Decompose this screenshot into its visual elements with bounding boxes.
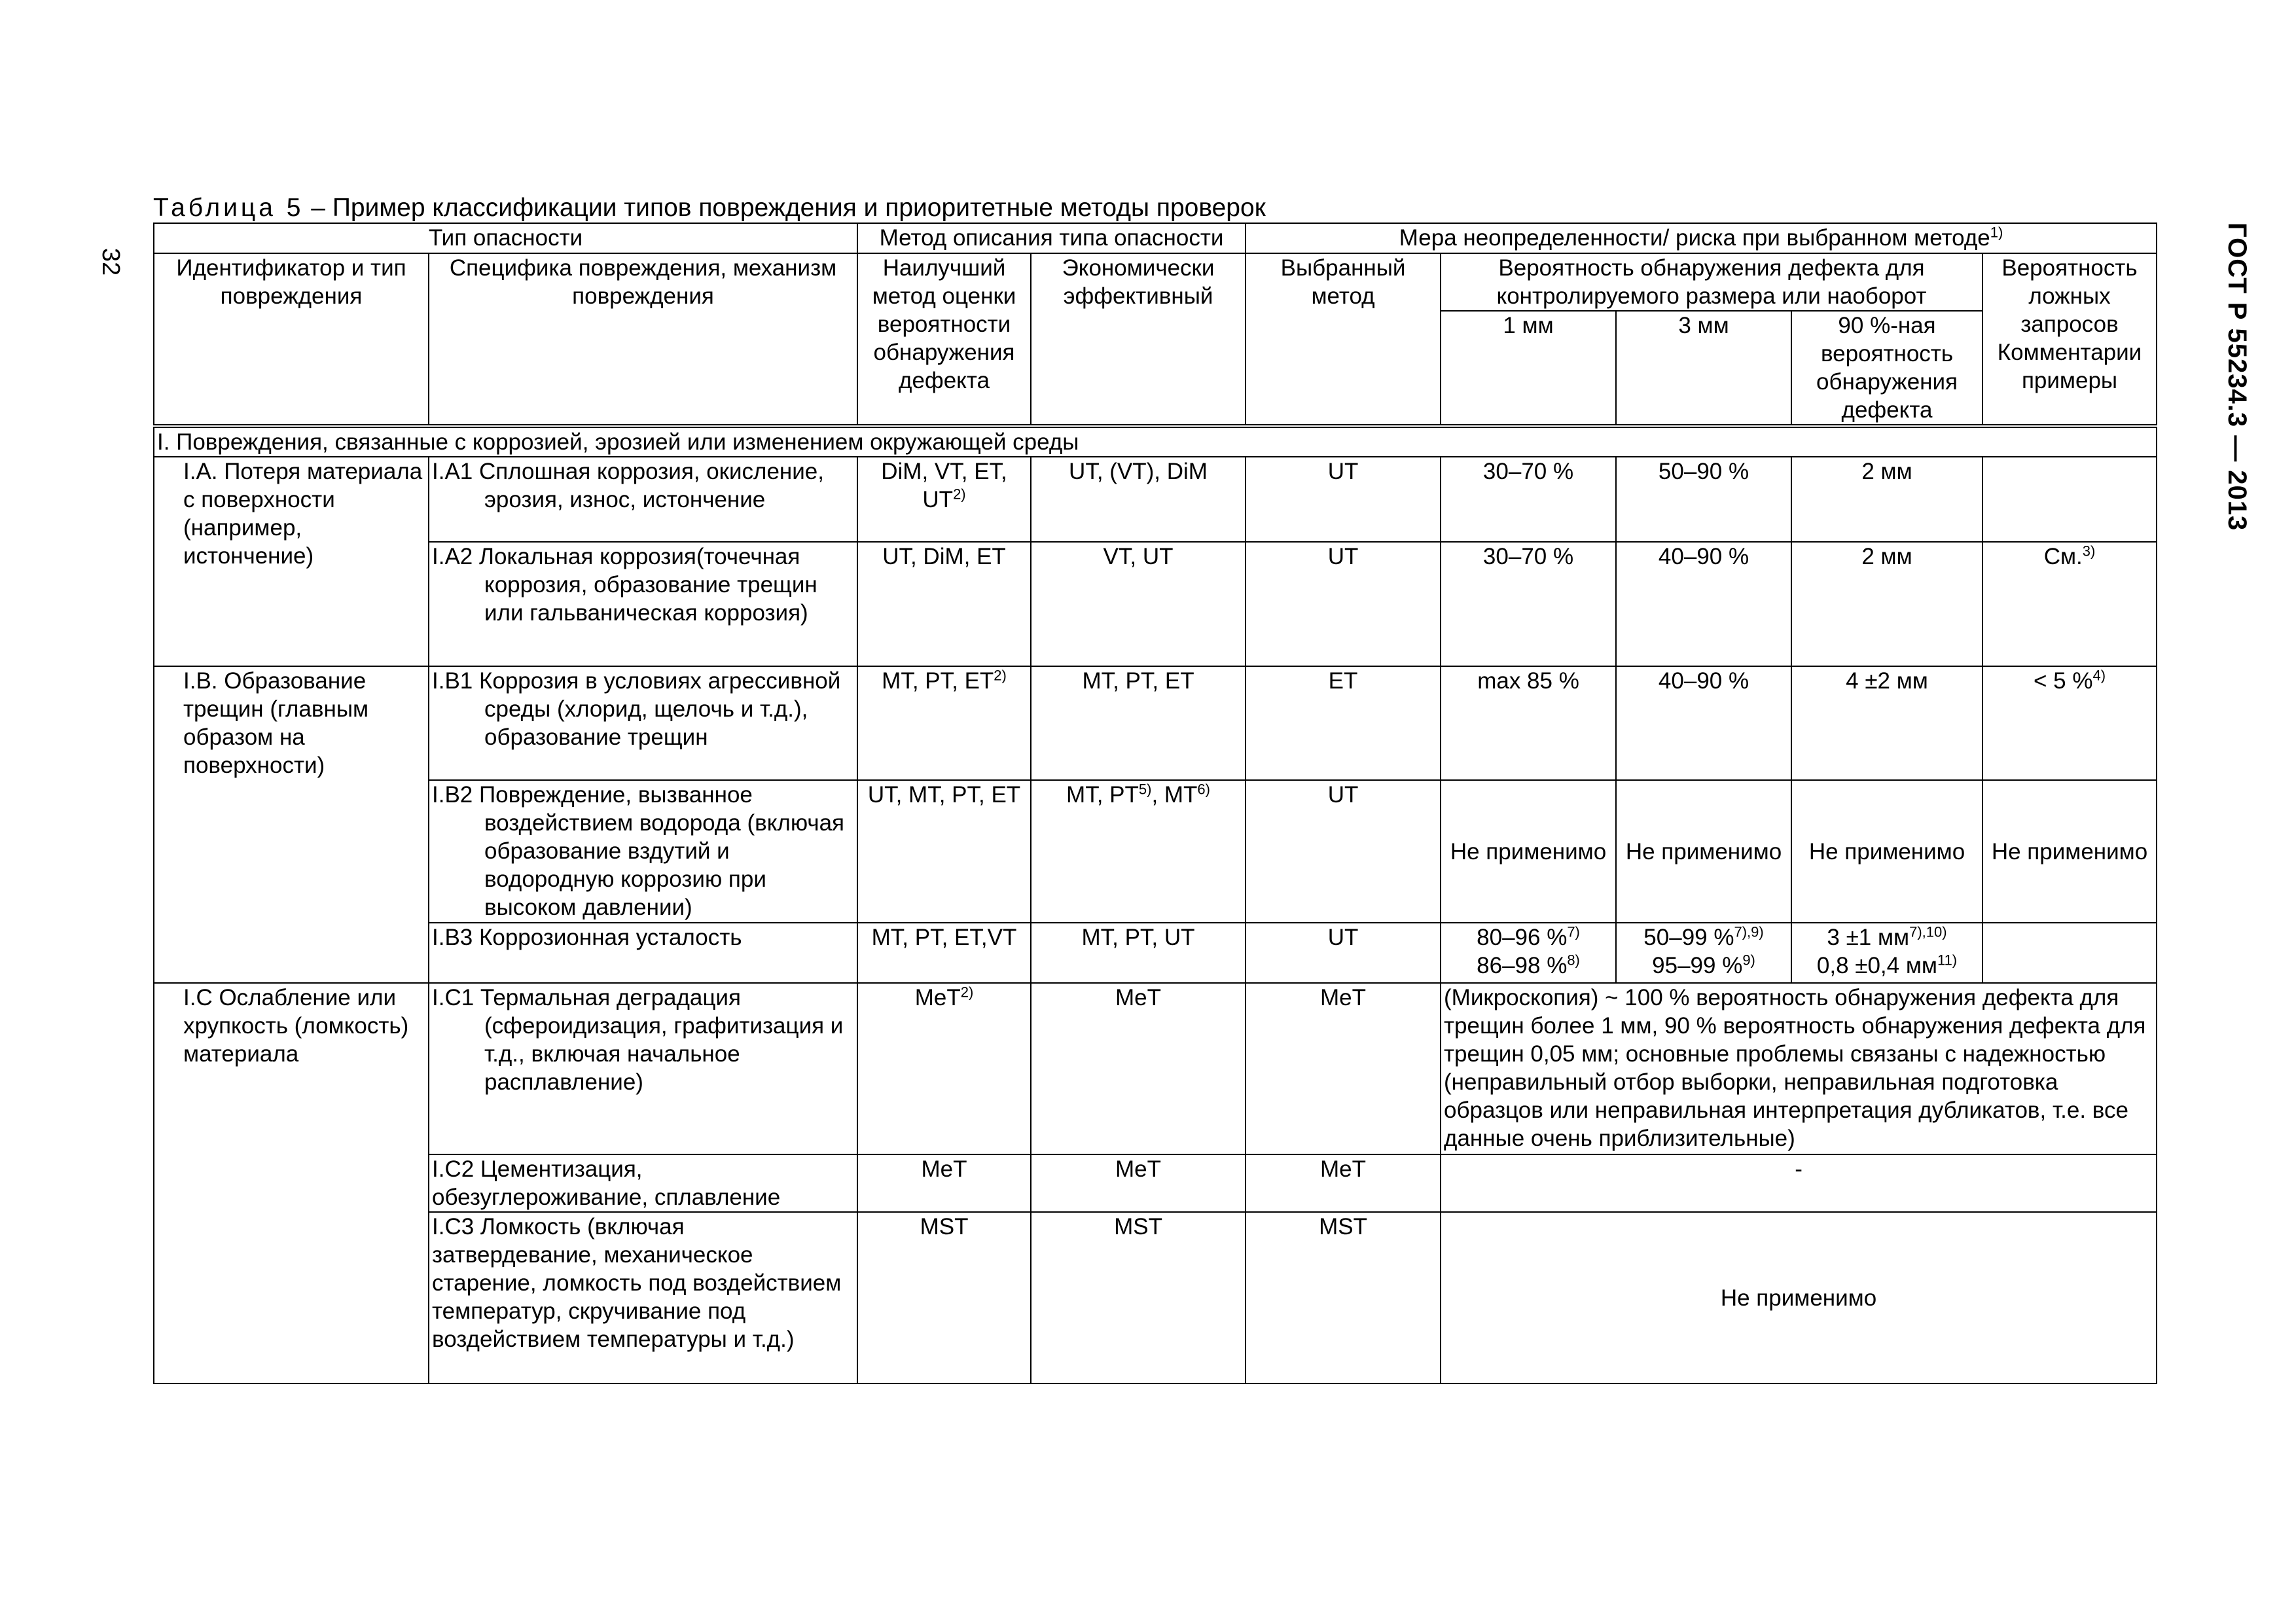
header-description-method: Метод описания типа опасности (857, 223, 1246, 253)
footnote-ref: 7),10) (1909, 923, 1947, 940)
footnote-ref: 2) (994, 667, 1007, 684)
header-row-columns (154, 253, 2157, 311)
row-chosen: UT (1246, 780, 1441, 923)
header-specifics: Специфика повреждения, механизм повреждения (429, 253, 857, 426)
row-p3: 40–90 % (1616, 666, 1791, 780)
header-1mm: 1 мм (1441, 311, 1616, 426)
row-best: UT, MT, PT, ET (857, 780, 1031, 923)
header-uncertainty-measure (1246, 223, 2157, 253)
row-false: Не применимо (1982, 780, 2157, 923)
row-spec: I.A1 Сплошная коррозия, окисление, эрозия, износ, истончение (429, 457, 857, 542)
cell-text: 0,8 ±0,4 мм (1816, 953, 1937, 978)
row-spec: I.B2 Повреждение, вызванное воздействием водорода (включая образование вздутий и водородную коррозию при высоком давлении) (429, 780, 857, 923)
row-best (857, 983, 1031, 1154)
footnote-ref: 6) (1197, 781, 1210, 798)
row-chosen: ET (1246, 666, 1441, 780)
row-false (1982, 666, 2157, 780)
header-uncertainty-text: Мера неопределенности/ риска при выбранном методе (1399, 225, 1990, 251)
row-chosen: MeT (1246, 1154, 1441, 1212)
row-econ (1031, 780, 1246, 923)
row-p1: 30–70 % (1441, 542, 1616, 666)
cell-text: < 5 % (2033, 668, 2093, 694)
cell-text: 50–99 % (1643, 925, 1734, 950)
row-p90 (1791, 923, 1982, 983)
row-econ: MST (1031, 1212, 1246, 1383)
header-hazard-type: Тип опасности (154, 223, 857, 253)
row-p3: Не применимо (1616, 780, 1791, 923)
row-spec: I.C1 Термальная деградация (сфероидизация, графитизация и т.д., включая начальное расплавление) (429, 983, 857, 1154)
footnote-ref: 11) (1937, 952, 1958, 969)
row-chosen: UT (1246, 542, 1441, 666)
row-chosen: MST (1246, 1212, 1441, 1383)
header-90pct: 90 %-ная вероятность обнаружения дефекта (1791, 311, 1982, 426)
table-row (154, 983, 2157, 1154)
table-caption (153, 194, 1266, 223)
row-spec: I.C3 Ломкость (включая затвердевание, механическое старение, ломкость под воздействием температур, скручивание под воздействием температуры и т.д.) (429, 1212, 857, 1383)
row-note: Не применимо (1441, 1212, 2157, 1383)
row-p90: 4 ±2 мм (1791, 666, 1982, 780)
row-best: MeT (857, 1154, 1031, 1212)
row-best: UT, DiM, ET (857, 542, 1031, 666)
row-p3 (1616, 923, 1791, 983)
footnote-ref: 1) (1990, 224, 2003, 241)
row-spec: I.C2 Цементизация, обезуглероживание, сплавление (429, 1154, 857, 1212)
group-label: I.C Ослабление или хрупкость (ломкость) материала (154, 983, 429, 1383)
row-spec: I.A2 Локальная коррозия(точечная коррозия, образование трещин или гальваническая коррозия) (429, 542, 857, 666)
cell-text: 3 ±1 мм (1827, 925, 1910, 950)
footnote-ref: 7) (1567, 923, 1580, 940)
header-chosen-method: Выбранный метод (1246, 253, 1441, 426)
cell-text: 95–99 % (1652, 953, 1743, 978)
cell-text: MT, PT, ET (882, 668, 994, 694)
table-row (154, 666, 2157, 780)
cell-text: См. (2043, 544, 2083, 569)
document-standard-title: ГОСТ Р 55234.3 — 2013 (2223, 223, 2251, 531)
row-false (1982, 457, 2157, 542)
page-number: 32 (97, 247, 125, 276)
table-caption-label: Таблица 5 (153, 194, 304, 222)
footnote-ref: 5) (1138, 781, 1152, 798)
row-econ: MeT (1031, 1154, 1246, 1212)
row-spec: I.B3 Коррозионная усталость (429, 923, 857, 983)
footnote-ref: 3) (2082, 543, 2096, 560)
row-chosen: UT (1246, 457, 1441, 542)
row-spec: I.B1 Коррозия в условиях агрессивной среды (хлорид, щелочь и т.д.), образование трещин (429, 666, 857, 780)
row-p1: Не применимо (1441, 780, 1616, 923)
header-3mm: 3 мм (1616, 311, 1791, 426)
section-title: I. Повреждения, связанные с коррозией, эрозией или изменением окружающей среды (154, 426, 2157, 457)
header-false-calls: Вероятность ложных запросов Комментарии примеры (1982, 253, 2157, 426)
footnote-ref: 2) (953, 486, 966, 503)
row-best (857, 457, 1031, 542)
row-p1 (1441, 923, 1616, 983)
row-econ: MeT (1031, 983, 1246, 1154)
row-best (857, 666, 1031, 780)
header-row-groups (154, 223, 2157, 253)
table-row (154, 542, 2157, 666)
row-econ: MT, PT, UT (1031, 923, 1246, 983)
row-false (1982, 542, 2157, 666)
row-econ: UT, (VT), DiM (1031, 457, 1246, 542)
row-p90: 2 мм (1791, 542, 1982, 666)
row-best: MT, PT, ET,VT (857, 923, 1031, 983)
row-false (1982, 923, 2157, 983)
row-note: - (1441, 1154, 2157, 1212)
group-label: I.B. Образование трещин (главным образом на поверхности) (154, 666, 429, 983)
header-detection-probability: Вероятность обнаружения дефекта для контролируемого размера или наоборот (1441, 253, 1982, 311)
row-note: (Микроскопия) ~ 100 % вероятность обнаружения дефекта для трещин более 1 мм, 90 % вероятность обнаружения дефекта для трещин 0,05 мм; основные проблемы связаны с надежностью (неправильный отбор выборки, неправильная подготовка образцов или неправильная интерпретация дубликатов, т.е. все данные очень приблизительные) (1441, 983, 2157, 1154)
footnote-ref: 4) (2092, 667, 2106, 684)
row-p1: 30–70 % (1441, 457, 1616, 542)
row-econ: MT, PT, ET (1031, 666, 1246, 780)
cell-text: DiM, VT, ET, UT (881, 459, 1007, 512)
footnote-ref: 9) (1742, 952, 1755, 969)
row-best: MST (857, 1212, 1031, 1383)
row-p3: 50–90 % (1616, 457, 1791, 542)
footnote-ref: 7),9) (1734, 923, 1764, 940)
table-row (154, 1212, 2157, 1383)
footnote-ref: 2) (960, 984, 974, 1001)
section-row (154, 426, 2157, 457)
cell-text: , MT (1151, 782, 1198, 808)
row-econ: VT, UT (1031, 542, 1246, 666)
damage-classification-table (153, 223, 2157, 1384)
row-p1: max 85 % (1441, 666, 1616, 780)
table-row (154, 780, 2157, 923)
header-economic: Экономически эффективный (1031, 253, 1246, 426)
row-chosen: UT (1246, 923, 1441, 983)
footnote-ref: 8) (1567, 952, 1580, 969)
table-row (154, 1154, 2157, 1212)
row-p90: 2 мм (1791, 457, 1982, 542)
group-label: I.A. Потеря материала с поверхности (например, истончение) (154, 457, 429, 666)
cell-text: 86–98 % (1477, 953, 1568, 978)
header-best-method: Наилучший метод оценки вероятности обнаружения дефекта (857, 253, 1031, 426)
row-p3: 40–90 % (1616, 542, 1791, 666)
cell-text: MeT (914, 985, 961, 1010)
header-identifier: Идентификатор и тип повреждения (154, 253, 429, 426)
cell-text: MT, PT (1066, 782, 1139, 808)
row-chosen: MeT (1246, 983, 1441, 1154)
table-row (154, 923, 2157, 983)
table-caption-text: – Пример классификации типов повреждения и приоритетные методы проверок (304, 194, 1266, 222)
row-p90: Не применимо (1791, 780, 1982, 923)
table-row (154, 457, 2157, 542)
cell-text: 80–96 % (1477, 925, 1568, 950)
